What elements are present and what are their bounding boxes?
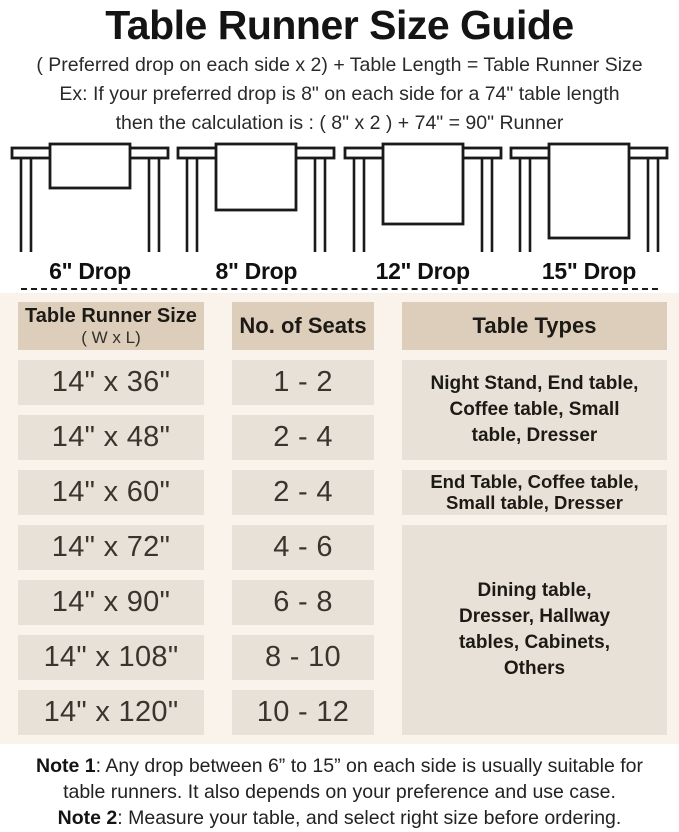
size-cell: 14" x 60" <box>18 470 204 515</box>
drop-label: 15" Drop <box>541 258 637 285</box>
size-cell: 14" x 36" <box>18 360 204 405</box>
col-header-seats <box>232 302 374 350</box>
drop-diagram <box>509 142 669 285</box>
header-section <box>0 0 679 135</box>
drop-label: 8" Drop <box>215 258 298 285</box>
drop-diagrams <box>0 135 679 285</box>
col-header-types <box>402 302 667 350</box>
note-text: : Any drop between 6” to 15” on each side is usually suitable for table runners. It also depends on your preference and use case. <box>63 755 644 804</box>
notes <box>0 744 679 832</box>
size-table <box>18 302 679 735</box>
note-label: Note 1 <box>35 755 96 778</box>
note-text: : Measure your table, and select right size before ordering. <box>117 806 622 829</box>
seats-cell: 2 - 4 <box>232 470 374 515</box>
drop-label: 12" Drop <box>375 258 470 285</box>
col-header-types-title: Table Types <box>472 313 597 339</box>
col-header-size-title: Table Runner Size <box>25 304 197 327</box>
size-table-section <box>0 293 679 744</box>
drop-diagram <box>10 142 170 285</box>
page-title: Table Runner Size Guide <box>105 2 574 48</box>
seats-cell: 4 - 6 <box>232 525 374 570</box>
example-line-1: Ex: If your preferred drop is 8" on each side for a 74" table length <box>59 83 620 106</box>
note-item <box>15 754 665 806</box>
seats-cell: 1 - 2 <box>232 360 374 405</box>
drop-diagram <box>176 142 336 285</box>
size-cell: 14" x 120" <box>18 690 204 735</box>
table-runner-illustration <box>10 142 170 252</box>
example-line-2: then the calculation is : ( 8" x 2 ) + 74" = 90" Runner <box>115 112 564 135</box>
drop-label: 6" Drop <box>49 258 131 285</box>
note-label: Note 2 <box>57 806 118 829</box>
note-item <box>15 806 665 832</box>
formula-text: ( Preferred drop on each side x 2) + Table Length = Table Runner Size <box>36 54 643 77</box>
table-types-cell: Night Stand, End table, Coffee table, Small table, Dresser <box>402 360 667 460</box>
size-cell: 14" x 90" <box>18 580 204 625</box>
seats-cell: 6 - 8 <box>232 580 374 625</box>
size-cell: 14" x 108" <box>18 635 204 680</box>
seats-cell: 8 - 10 <box>232 635 374 680</box>
table-runner-illustration <box>343 142 503 252</box>
col-header-size-subtitle: ( W x L) <box>81 327 141 347</box>
seats-cell: 2 - 4 <box>232 415 374 460</box>
table-runner-illustration <box>176 142 336 252</box>
col-header-seats-title: No. of Seats <box>239 313 367 339</box>
table-runner-illustration <box>509 142 669 252</box>
table-types-cell: End Table, Coffee table, Small table, Dresser <box>402 470 667 515</box>
section-divider <box>21 288 658 290</box>
size-cell: 14" x 72" <box>18 525 204 570</box>
col-header-size <box>18 302 204 350</box>
seats-cell: 10 - 12 <box>232 690 374 735</box>
table-types-cell: Dining table, Dresser, Hallway tables, Cabinets, Others <box>402 525 667 735</box>
size-cell: 14" x 48" <box>18 415 204 460</box>
drop-diagram <box>343 142 503 285</box>
